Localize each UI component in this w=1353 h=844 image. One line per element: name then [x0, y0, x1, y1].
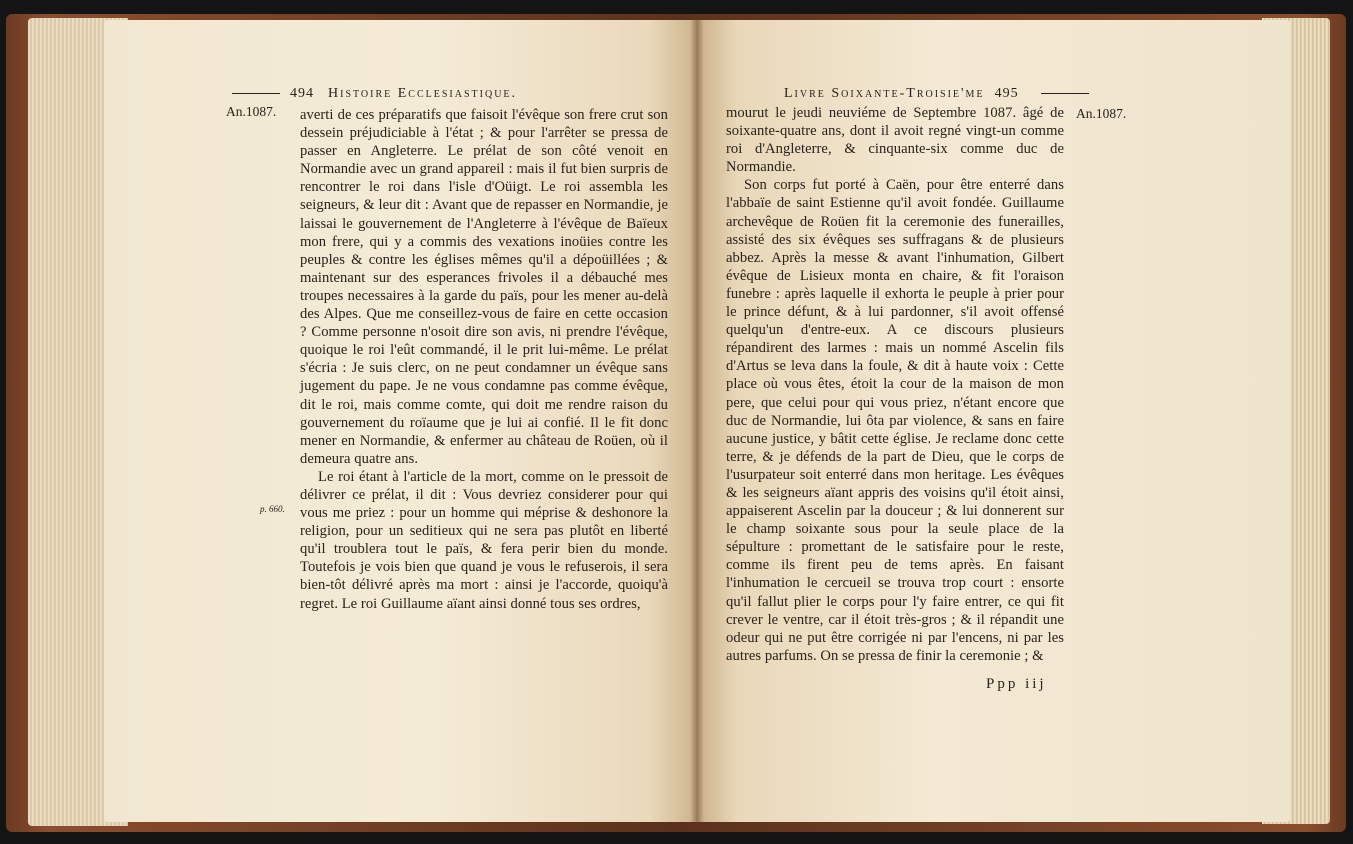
- right-page: [696, 20, 1290, 822]
- right-paragraph-1: mourut le jeudi neuviéme de Septembre 1087. âgé de soixante-quatre ans, dont il avoit regné vingt-un comme roi d'Angleterre, & cinquante-six comme duc de Normandie.: [726, 105, 1064, 176]
- right-running-head: [784, 86, 1089, 102]
- left-running-head: [232, 86, 517, 102]
- right-page-number: 495: [994, 86, 1019, 101]
- book-gutter: [690, 20, 704, 822]
- right-paragraph-2: Son corps fut porté à Caën, pour être enterré dans l'abbaïe de saint Estienne qu'il avoit fondée. Guillaume archevêque de Roüen fit la ceremonie des funerailles, assisté des six évêques ses suffragans & de plusieurs abbez. Après la messe & avant l'inhumation, Gilbert évêque de Lisieux monta en chaire, & fit l'oraison funebre : après laquelle il exhorta le peuple à prier pour le prince défunt, & à lui pardonner, s'il avoit offensé quelqu'un d'entre-eux. A ce discours plusieurs répandirent des larmes : mais un nommé Ascelin fils d'Artus se leva dans la foule, & dit à haute voix : Cette place où vous êtes, étoit la cour de la maison de mon pere, que celui pour qui vous priez, n'étant encore que duc de Normandie, lui ôta par violence, & sans en faire aucune justice, y bâtit cette église. Je reclame donc cette terre, & je défends de la part de Dieu, que le corps de l'usurpateur soit enterré dans mon heritage. Les évêques & les seigneurs aïant appris des voisins qu'il étoit ainsi, appaiserent Ascelin par la douceur ; & lui donnerent sur le champ soixante sous pour la seule place de la sépulture : promettant de le satisfaire pour le reste, comme ils firent peu de tems après. En faisant l'inhumation le cercueil se trouva trop court : ensorte qu'il fallut plier le corps pour l'y faire entrer, ce qui fit crever le ventre, car il étoit très-gros ; & il répandit une odeur qui ne put être corrigée ni par l'encens, ni par les autres parfums. On se pressa de finir la ceremonie ; &: [726, 177, 1064, 664]
- head-rule: [1041, 93, 1089, 94]
- left-text-block: [300, 106, 668, 613]
- signature-mark: Ppp iij: [986, 676, 1047, 692]
- left-running-title: Histoire Ecclesiastique.: [328, 86, 518, 101]
- left-paragraph-1: averti de ces préparatifs que faisoit l'évêque son frere crut son dessein préjudiciable à l'état ; & pour l'arrêter se pressa de passer en Angleterre. Le prélat de son côté venoit en Normandie avec un grand appareil : mais il fut bien surpris de rencontrer le roi dans l'isle d'Oüigt. Le roi assembla les seigneurs, & leur dit : Avant que de repasser en Normandie, je laissai le gouvernement de l'Angleterre à l'évêque de Baïeux mon frere, qui y a commis des vexations inoüies contre les peuples & contre les églises mêmes qu'il a dépoüillées ; & maintenant sur des esperances frivoles il a débauché mes troupes necessaires à la garde du païs, pour les mener au-delà des Alpes. Que me conseillez-vous de faire en cette occasion ? Comme personne n'osoit dire son avis, ni prendre l'évêque, quoique le roi l'eût commandé, il le prit lui-même. Le prélat s'écria : Je suis clerc, on ne peut condamner un évêque sans jugement du pape. Je ne vous condamne pas comme évêque, dit le roi, mais comme comte, qui doit me rendre raison du gouvernement du roïaume que je lui ai confié. Il le fit donc mener en Normandie, & enfermer au château de Roüen, où il demeura quatre ans.: [300, 107, 668, 467]
- head-rule: [232, 93, 280, 94]
- right-text-block: [726, 104, 1064, 665]
- left-margin-reference: p. 660.: [260, 504, 285, 514]
- left-margin-year: An.1087.: [226, 104, 277, 119]
- right-running-title: Livre Soixante-Troisie'me: [784, 86, 985, 101]
- left-paragraph-2: Le roi étant à l'article de la mort, comme on le pressoit de délivrer ce prélat, il dit : Vous devriez considerer pour qui vous me priez : pour un homme qui méprise & deshonore la religion, pour un seditieux qui ne sera pas plutôt en liberté qu'il troublera tout le païs, & fera perir bien du monde. Toutefois je vois bien que quand je vous le refuserois, il sera bien-tôt délivré après ma mort : ainsi je l'accorde, quoiqu'à regret. Le roi Guillaume aïant ainsi donné tous ses ordres,: [300, 468, 668, 612]
- left-page-number: 494: [290, 86, 314, 101]
- left-page: [104, 20, 696, 822]
- right-margin-year: An.1087.: [1076, 106, 1127, 121]
